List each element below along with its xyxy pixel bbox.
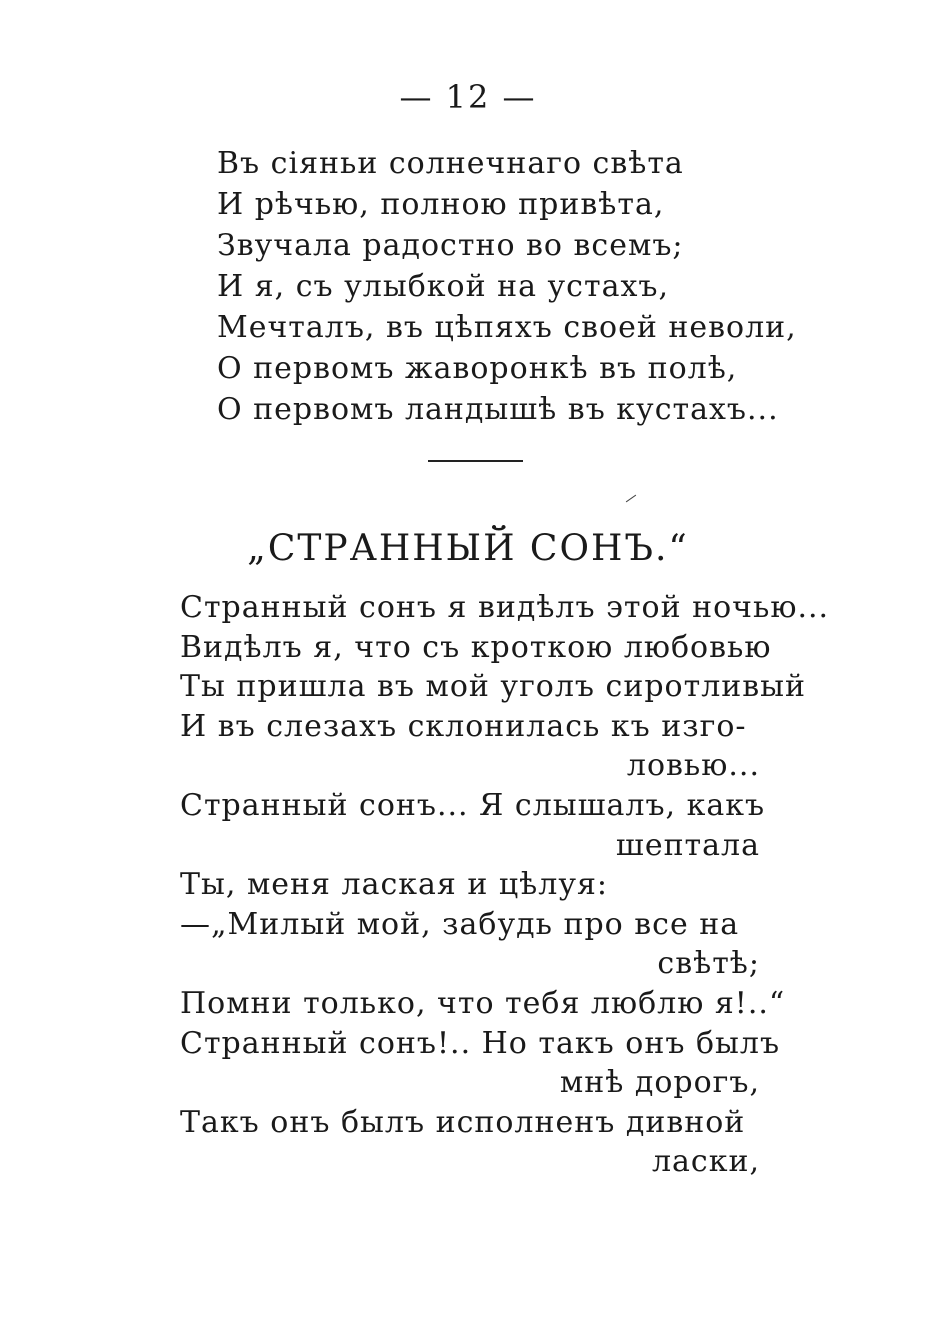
- poem-line: Ты пришла въ мой уголъ сиротливый: [180, 669, 807, 705]
- poem-line: Ты, меня лаская и цѣлуя:: [180, 867, 609, 903]
- poem-line: И въ слезахъ склонилась къ изго-: [180, 708, 747, 744]
- poem-line: Видѣлъ я, что съ кроткою любовью: [180, 629, 772, 665]
- poem-line: Звучала радостно во всемъ;: [217, 228, 684, 263]
- poem-line: Странный сонъ!.. Но такъ онъ былъ: [180, 1025, 781, 1061]
- poem-line: И рѣчью, полною привѣта,: [217, 187, 665, 222]
- section-divider: [428, 460, 523, 462]
- poem-line-continuation: свѣтѣ;: [657, 946, 760, 982]
- poem-line: Странный сонъ... Я слышалъ, какъ: [180, 787, 766, 823]
- poem-line: Въ сіяньи солнечнаго свѣта: [217, 146, 684, 181]
- poem-line: Помни только, что тебя люблю я!..“: [180, 985, 786, 1021]
- poem-title: „СТРАННЫЙ СОНЪ.“: [247, 528, 689, 569]
- poem-line-continuation: мнѣ дорогъ,: [559, 1065, 760, 1101]
- poem-line: О первомъ жаворонкѣ въ полѣ,: [217, 351, 738, 386]
- print-mark: [626, 495, 636, 503]
- poem-line-continuation: ласки,: [651, 1144, 760, 1180]
- page-number: — 12 —: [399, 78, 537, 116]
- poem-line: Мечталъ, въ цѣпяхъ своей неволи,: [217, 310, 797, 345]
- poem-line: О первомъ ландышѣ въ кустахъ...: [217, 392, 779, 427]
- poem-line: И я, съ улыбкой на устахъ,: [217, 269, 670, 304]
- poem-line-continuation: ловью...: [626, 748, 760, 784]
- poem-line-continuation: шептала: [615, 827, 760, 863]
- poem-line: Странный сонъ я видѣлъ этой ночью...: [180, 590, 830, 625]
- poem-line: —„Милый мой, забудь про все на: [180, 906, 740, 942]
- poem-fragment: [217, 143, 837, 430]
- poem-line: Такъ онъ былъ исполненъ дивной: [180, 1104, 746, 1140]
- poem: [180, 588, 830, 1182]
